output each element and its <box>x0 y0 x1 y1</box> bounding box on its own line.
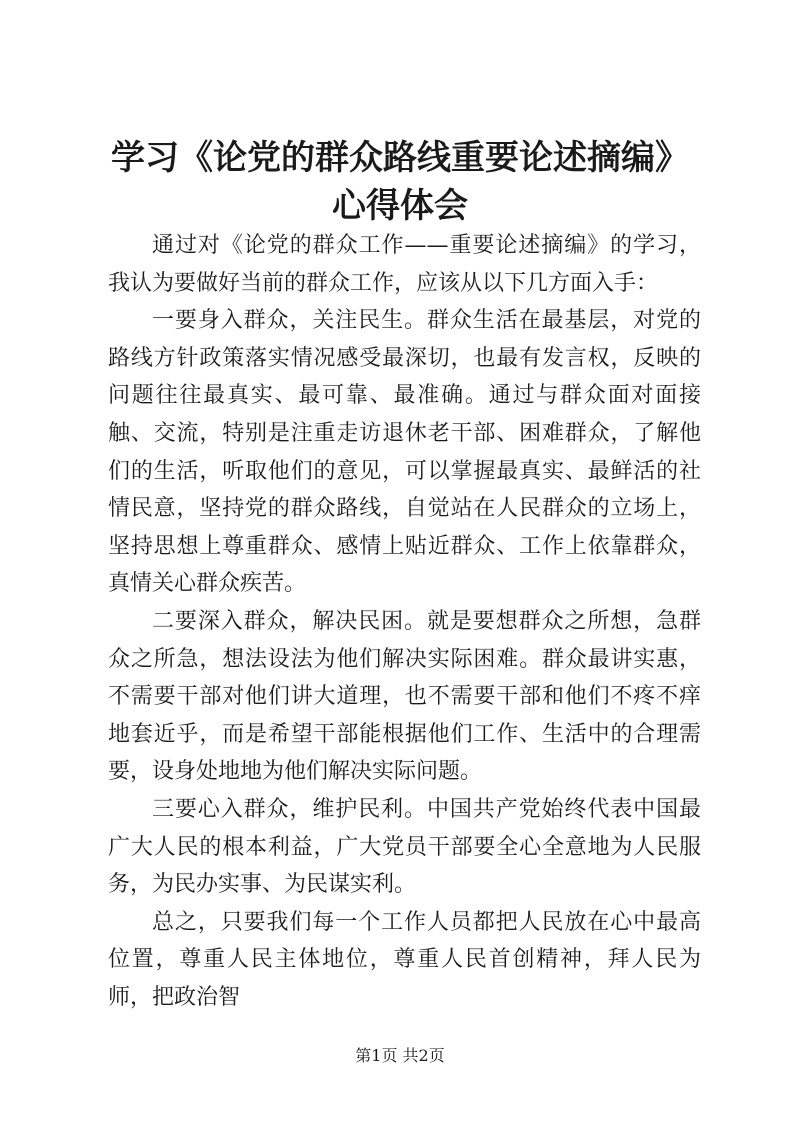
document-title: 学习《论党的群众路线重要论述摘编》心得体会 <box>111 138 689 226</box>
paragraph-point-two: 二要深入群众，解决民困。就是要想群众之所想，急群众之所急，想法设法为他们解决实际困难。群众最讲实惠，不需要干部对他们讲大道理，也不需要干部和他们不疼不痒地套近乎，而是希望干部能根据他们工作、生活中的合理需要，设身处地地为他们解决实际问题。 <box>108 608 701 785</box>
document-body <box>108 227 701 1016</box>
paragraph-intro: 通过对《论党的群众工作——重要论述摘编》的学习，我认为要做好当前的群众工作，应该从以下几方面入手： <box>108 233 701 296</box>
page-number-footer: 第1页 共2页 <box>355 1046 445 1065</box>
paragraph-point-one: 一要身入群众，关注民生。群众生活在最基层，对党的路线方针政策落实情况感受最深切，也最有发言权，反映的问题往往最真实、最可靠、最准确。通过与群众面对面接触、交流，特别是注重走访退休老干部、困难群众，了解他们的生活，听取他们的意见，可以掌握最真实、最鲜活的社情民意，坚持党的群众路线，自觉站在人民群众的立场上，坚持思想上尊重群众、感情上贴近群众、工作上依靠群众，真情关心群众疾苦。 <box>108 308 701 597</box>
paragraph-conclusion: 总之，只要我们每一个工作人员都把人民放在心中最高位置，尊重人民主体地位，尊重人民首创精神，拜人民为师，把政治智 <box>108 909 701 1010</box>
paragraph-point-three: 三要心入群众，维护民利。中国共产党始终代表中国最广大人民的根本利益，广大党员干部要全心全意地为人民服务，为民办实事、为民谋实利。 <box>108 796 701 898</box>
